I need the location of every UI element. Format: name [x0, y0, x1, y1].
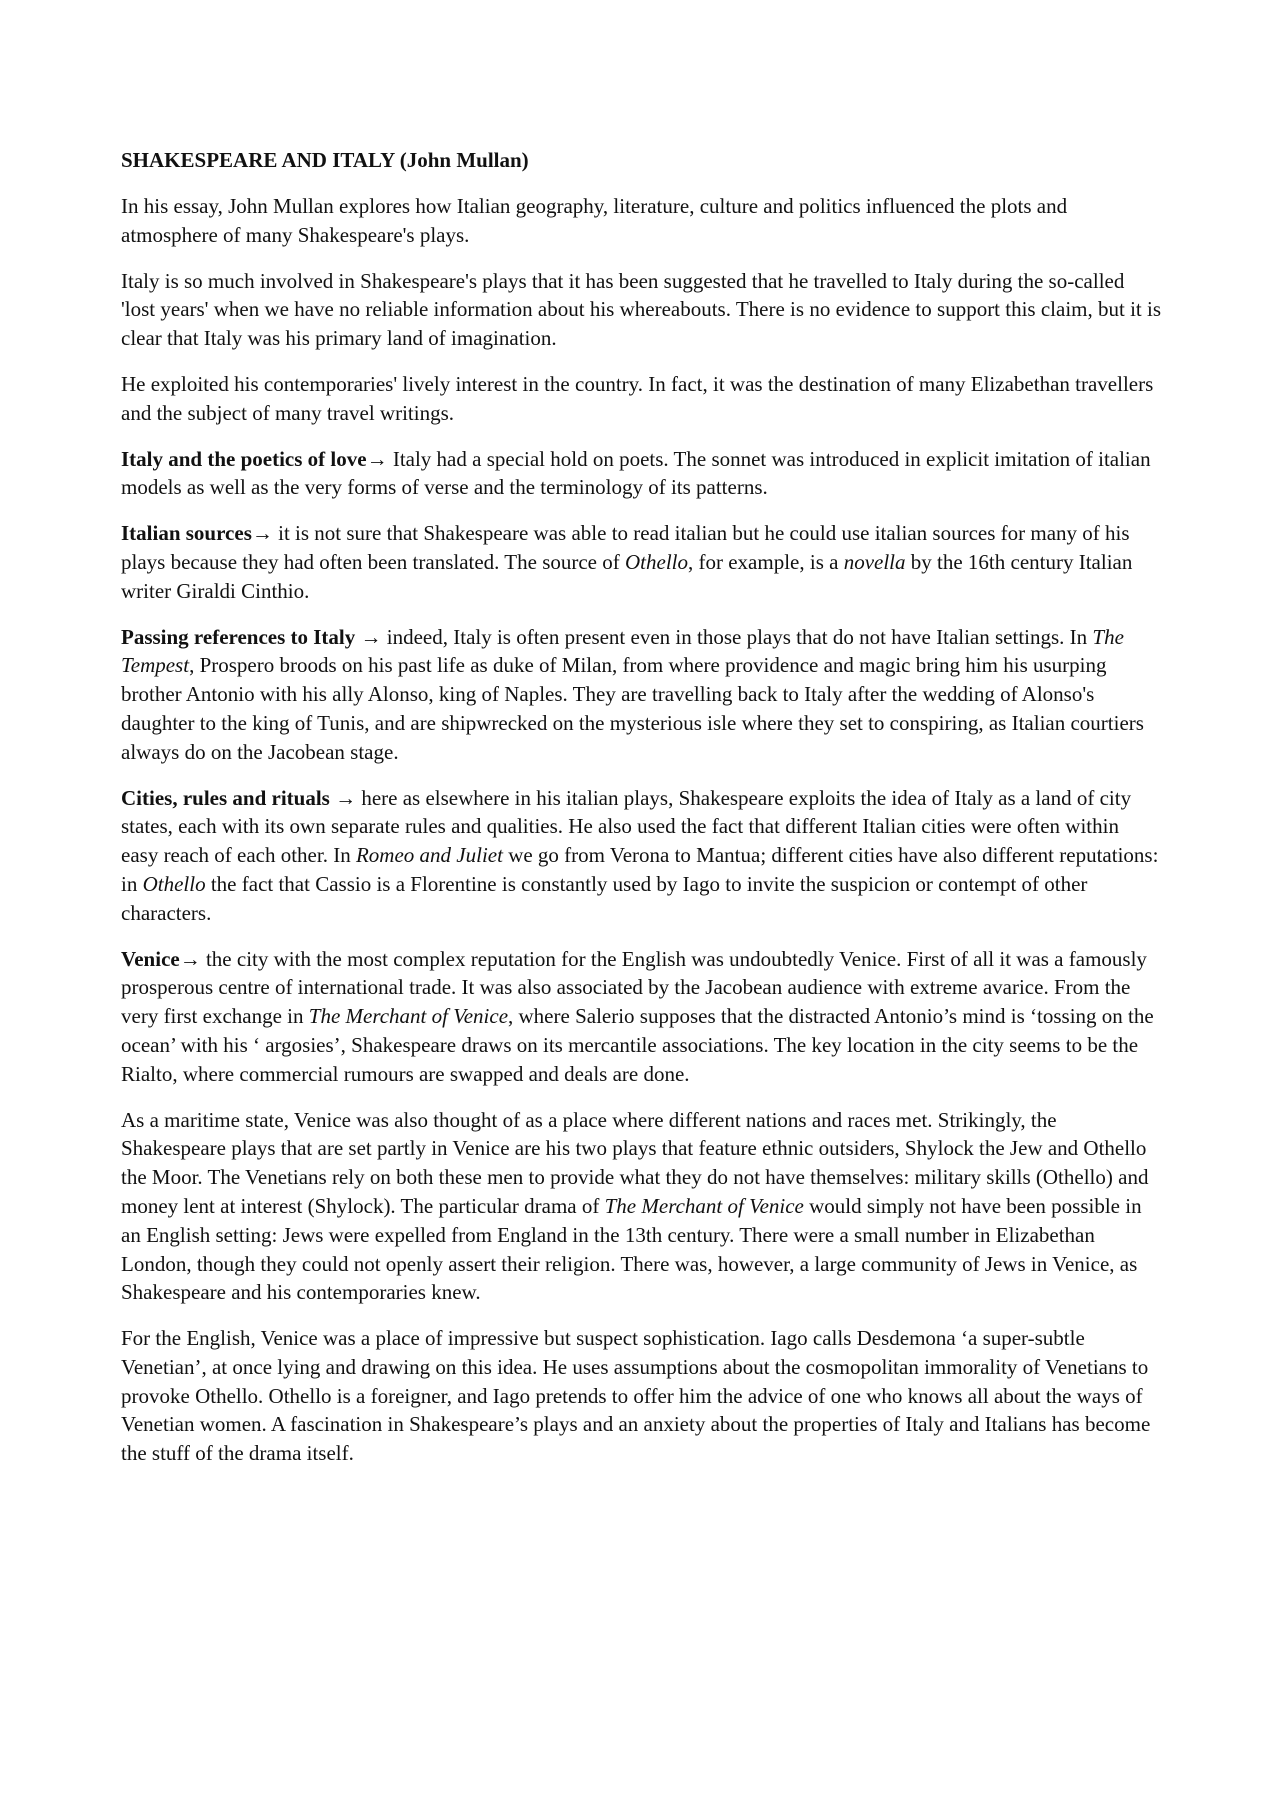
text-run: the city with the most complex reputation for the English was undoubtedly Venice. First of all it was a famously prosperous centre of international trade. It was also associated by the Jacobean audience with extreme avarice. From the very first exchange in — [121, 946, 1147, 1029]
italic-title: The Tempest — [121, 624, 1124, 678]
text-run: here as elsewhere in his italian plays, Shakespeare exploits the idea of Italy as a land of city states, each with its own separate rules and qualities. He also used the fact that different Italian cities were often within easy reach of each other. In — [121, 785, 1132, 868]
section-lead-venice: Venice — [121, 946, 180, 971]
italic-title: The Merchant of Venice — [604, 1193, 804, 1218]
title-text: SHAKESPEARE AND ITALY — [121, 148, 395, 172]
paragraph-poetics-of-love — [121, 445, 1161, 503]
paragraph-intro-text: In his essay, John Mullan explores how Italian geography, literature, culture and politics influenced the plots and atmosphere of many Shakespeare's plays. — [121, 194, 1068, 247]
paragraph-passing-references — [121, 623, 1161, 767]
italic-title: The Merchant of Venice — [308, 1004, 509, 1029]
text-run: , where Salerio supposes that the distracted Antonio’s mind is ‘tossing on the ocean’ with his ‘ argosies’, Shakespeare draws on its mercantile associations. The key location in the city seems to be the Rialto, where commercial rumours are swapped and deals are done. — [121, 1004, 1154, 1086]
arrow-glyph: → — [179, 946, 201, 971]
paragraph-contemporaries — [121, 370, 1161, 428]
section-lead-references: Passing references to Italy — [121, 624, 356, 649]
paragraph-maritime-state — [121, 1106, 1161, 1308]
text-run: As a maritime state, Venice was also thought of as a place where different nations and races met. Strikingly, the Shakespeare plays that are set partly in Venice are his two plays that feature ethnic outsiders, Shylock the Jew and Othello the Moor. The Venetians rely on both these men to provide what they do not have themselves: military skills (Othello) and money lent at interest (Shylock). The particular drama of — [121, 1107, 1149, 1218]
italic-title: Othello — [625, 549, 688, 574]
text-run: , for example, is a — [688, 549, 844, 574]
arrow-glyph: → — [366, 446, 388, 471]
text-run: by the 16th century Italian writer Giraldi Cinthio. — [121, 549, 1133, 603]
italic-title: Othello — [142, 871, 206, 896]
italic-term: novella — [843, 549, 906, 574]
section-lead-sources: Italian sources — [121, 521, 252, 546]
arrow-glyph: → — [329, 785, 362, 810]
paragraph-italian-sources — [121, 519, 1161, 605]
section-lead-cities: Cities, rules and rituals — [121, 785, 330, 810]
paragraph-poetics-text: Italy had a special hold on poets. The sonnet was introduced in explicit imitation of italian models as well as the very forms of verse and the terminology of its patterns. — [121, 446, 1151, 500]
section-lead-poetics: Italy and the poetics of love — [121, 446, 367, 471]
arrow-glyph: → — [251, 521, 273, 546]
text-run: indeed, Italy is often present even in those plays that do not have Italian settings. In — [386, 624, 1093, 649]
document-title — [121, 146, 1161, 174]
text-run: we go from Verona to Mantua; different cities have also different reputations: in — [121, 843, 1159, 896]
italic-title: Romeo and Juliet — [355, 843, 503, 868]
paragraph-contemporaries-text: He exploited his contemporaries' lively interest in the country. In fact, it was the destination of many Elizabethan travellers and the subject of many travel writings. — [121, 371, 1154, 425]
text-run: it is not sure that Shakespeare was able to read italian but he could use italian sources for many of his plays because they had often been translated. The source of — [121, 521, 1130, 574]
paragraph-lost-years — [121, 267, 1161, 353]
paragraph-sophistication-text: For the English, Venice was a place of impressive but suspect sophistication. Iago calls Desdemona ‘a super-subtle Venetian’, at once lying and drawing on this idea. He uses assumptions about the cosmopolitan immorality of Venetians to provoke Othello. Othello is a foreigner, and Iago pretends to offer him the advice of one who knows all about the ways of Venetian women. A fascination in Shakespeare’s plays and an anxiety about the properties of Italy and Italians has become the stuff of the drama itself. — [121, 1326, 1151, 1466]
arrow-glyph: → — [355, 624, 387, 649]
paragraph-lost-years-text: Italy is so much involved in Shakespeare's plays that it has been suggested that he travelled to Italy during the so-called 'lost years' when we have no reliable information about his whereabouts. There is no evidence to support this claim, but it is clear that Italy was his primary land of imagination. — [121, 268, 1162, 351]
text-run: would simply not have been possible in an English setting: Jews were expelled from England in the 13th century. There were a small number in Elizabethan London, though they could not openly assert their religion. There was, however, a large community of Jews in Venice, as Shakespeare and his contemporaries knew. — [121, 1193, 1142, 1305]
document-page — [121, 146, 1161, 1485]
text-run: , Prospero broods on his past life as duke of Milan, from where providence and magic bring him his usurping brother Antonio with his ally Alonso, king of Naples. They are travelling back to Italy after the wedding of Alonso's daughter to the king of Tunis, and are shipwrecked on the mysterious isle where they set to conspiring, as Italian courtiers always do on the Jacobean stage. — [121, 653, 1144, 764]
paragraph-sophistication — [121, 1324, 1161, 1468]
paragraph-cities-rules-rituals — [121, 784, 1161, 928]
text-run: the fact that Cassio is a Florentine is constantly used by Iago to invite the suspicion or contempt of other characters. — [121, 871, 1088, 925]
paragraph-venice — [121, 945, 1161, 1089]
paragraph-intro — [121, 192, 1161, 250]
title-author: (John Mullan) — [399, 148, 529, 172]
